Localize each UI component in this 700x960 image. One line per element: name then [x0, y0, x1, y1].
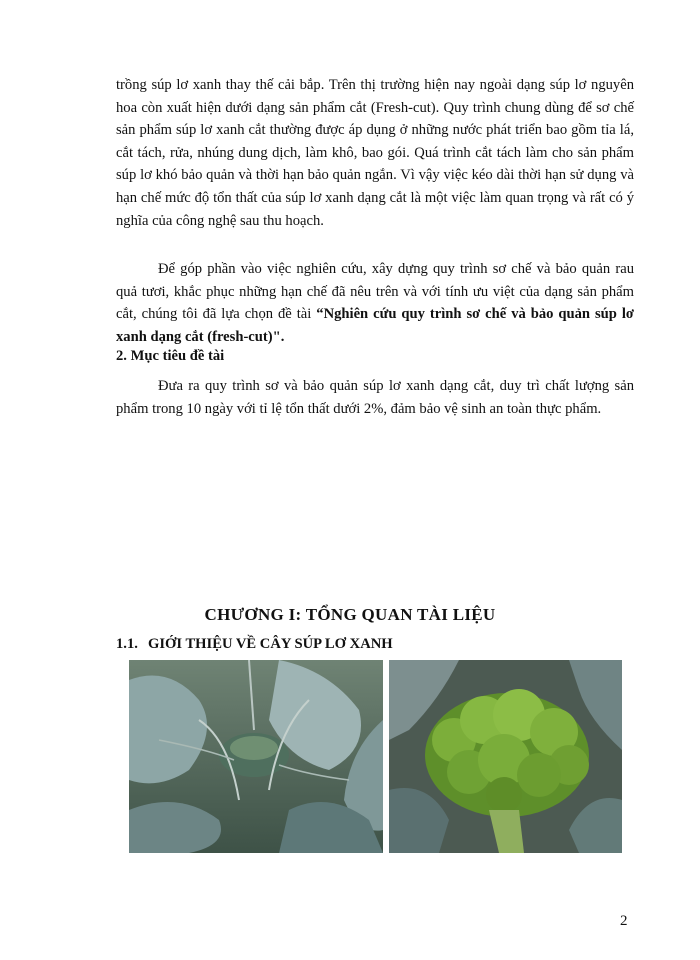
chapter-title: CHƯƠNG I: TỔNG QUAN TÀI LIỆU: [204, 605, 496, 624]
section-heading: [116, 636, 393, 653]
research-title: “Nghiên cứu quy trình sơ chế và bảo quản súp lơ xanh dạng cắt (fresh-cut)".: [116, 306, 634, 345]
broccoli-head-photo: [389, 660, 622, 853]
paragraph-intro: trồng súp lơ xanh thay thế cải bắp. Trên thị trường hiện nay ngoài dạng súp lơ nguyên hoa còn xuất hiện dưới dạng sản phẩm cắt (Fresh-cut). Quy trình chung dùng để sơ chế sản phẩm súp lơ xanh cắt thường được áp dụng ở những nước phát triển bao gồm tỉa lá, cắt tách, rửa, nhúng dung dịch, làm khô, bao gói. Quá trình cắt tách làm cho sản phẩm súp lơ khó bảo quản và thời hạn bảo quản ngắn. Vì vậy việc kéo dài thời hạn sử dụng và hạn chế mức độ tổn thất của súp lơ xanh dạng cắt là một việc làm quan trọng và rất có ý nghĩa của công nghệ sau thu hoạch.: [116, 77, 634, 229]
objectives-heading: 2. Mục tiêu đề tài: [116, 348, 225, 364]
section-title: GIỚI THIỆU VỀ CÂY SÚP LƠ XANH: [148, 636, 393, 652]
section-number: 1.1.: [116, 636, 138, 652]
paragraph-rationale: [116, 258, 634, 348]
paragraph-rationale-text: Để góp phần vào việc nghiên cứu, xây dựng quy trình sơ chế và bảo quản rau quả tươi, khắc phục những hạn chế đã nêu trên và với tính ưu việt của dạng sản phẩm cắt, chúng tôi đã lựa chọn đề tài: [116, 261, 634, 323]
page-number: 2: [620, 913, 628, 929]
broccoli-plant-photo: [129, 660, 383, 853]
paragraph-objectives: Đưa ra quy trình sơ và bảo quản súp lơ xanh dạng cắt, duy trì chất lượng sản phẩm trong 10 ngày với tỉ lệ tổn thất dưới 2%, đảm bảo vệ sinh an toàn thực phẩm.: [116, 378, 634, 417]
